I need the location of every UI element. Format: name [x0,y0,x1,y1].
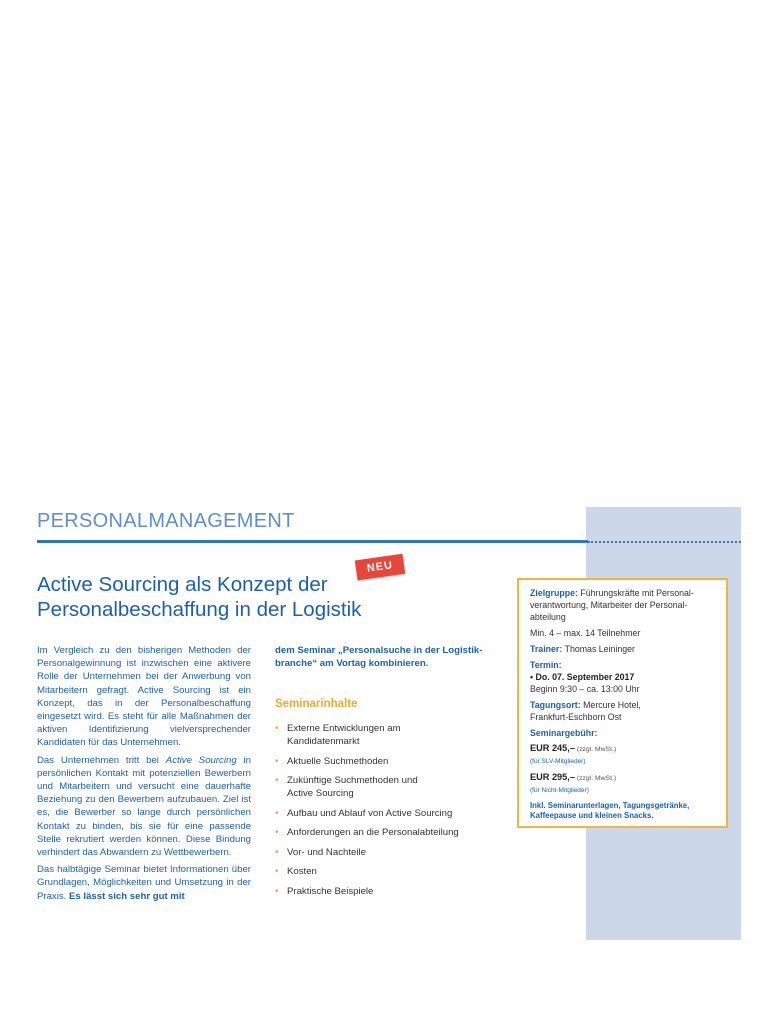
contents-item [275,774,497,800]
intro-text-span: in persönlichen Kontakt mit potenziellen Bewerbern und Mitarbeitern und versucht eine dauerhafte Beziehung zu den Bewerbern aufzubauen. Ziel ist es, die Bewerber so lange durch persönlichen Kontakt zu binden, bis sie für eine passende Stelle rekrutiert werden können. Diese Bindung verhindert das Abwandern zu Wettbewerbern. [37,754,251,859]
bullet-icon: • [275,866,279,878]
price-tax-note: (zzgl. MwSt.) [574,774,617,782]
contents-item-text: Praktische Beispiele [287,885,374,897]
bullet-icon: • [275,846,279,858]
price-tax-note: (zzgl. MwSt.) [574,746,617,754]
intro-paragraph [37,754,251,860]
target-group-text: abteilung [530,611,566,622]
combination-note-line: branche“ am Vortag kombinieren. [275,658,429,670]
bullet-icon: • [275,723,279,735]
contents-item-text: Externe Entwicklungen am [287,723,401,735]
price-members: EUR 245,– [530,743,575,754]
contents-item-text: Active Sourcing [287,788,354,800]
seminar-title [37,572,417,622]
intro-paragraph: Im Vergleich zu den bisherigen Methoden der Personalgewinnung ist inzwischen eine aktivere Rolle der Unternehmen bei der Anwerbung von Mitarbeitern gefragt. Active Sourcing ist ein Konzept, das in der Personalbeschaffung eingesetzt wird. Es steht für alle Maßnahmen der aktiven Identifizierung vielversprechender Kandidaten für das Unternehmen. [37,645,251,749]
target-group-text: Führungskräfte mit Personal- [577,588,694,598]
info-box [517,578,728,828]
contents-item [275,755,497,768]
combination-note [275,644,497,670]
seminar-title-line: Personalbeschaffung in der Logistik [37,598,362,621]
intro-text-span: Das Unternehmen tritt bei [37,754,166,766]
contents-item [275,807,497,820]
fee-label: Seminargebühr: [530,728,598,739]
venue-block [530,700,716,724]
contents-item-text: Aufbau und Ablauf von Active Sourcing [287,807,453,819]
intro-emphasis: Active Sourcing [165,754,237,766]
contents-item [275,865,497,878]
venue-label: Tagungsort: [530,700,581,711]
target-group-label: Zielgruppe: [530,588,578,598]
target-group [530,588,716,623]
venue-value: Frankfurt-Eschborn Ost [530,712,622,723]
intro-paragraph [37,863,251,903]
date-label: Termin: [530,660,562,671]
fee-block [530,728,716,796]
section-rule-dotted [588,541,741,543]
contents-item [275,885,497,898]
seminar-title-line: Active Sourcing als Konzept der [37,573,328,596]
target-group-text: verantwortung, Mitarbeiter der Personal- [530,599,688,610]
bullet-icon: • [275,775,279,787]
time-value: Beginn 9:30 – ca. 13:00 Uhr [530,684,640,695]
intro-text [37,644,251,907]
price-members-note: (für SLV-Mitglieder) [530,758,586,766]
contents-item [275,722,497,748]
contents-item-text: Kandidatenmarkt [287,736,360,748]
date-value: • Do. 07. September 2017 [530,672,635,683]
new-badge: NEU [355,554,405,580]
participants-limit: Min. 4 – max. 14 Teilnehmer [530,627,641,638]
middle-column [275,644,497,904]
intro-bold-span: Es lässt sich sehr gut mit [69,890,185,902]
trainer-name: Thomas Leininger [562,644,635,655]
bullet-icon: • [275,807,279,819]
contents-item-text: Zukünftige Suchmethoden und [287,775,418,787]
trainer-label: Trainer: [530,644,563,655]
bullet-icon: • [275,755,279,767]
contents-item-text: Vor- und Nachteile [287,846,366,858]
price-non-members-note: (für Nicht-Mitglieder) [530,786,589,794]
trainer [530,644,716,656]
contents-item [275,846,497,859]
inclusions-line: Kaffeepause und kleinen Snacks. [530,811,654,821]
section-title: PERSONALMANAGEMENT [37,510,295,532]
inclusions-line: Inkl. Seminarunterlagen, Tagungsgetränke, [530,800,690,810]
venue-value: Mercure Hotel, [580,700,641,711]
date-block [530,660,716,695]
inclusions-note [530,801,716,822]
intro-text-span: Das halbtägige Seminar bietet Informationen über Grundlagen, Möglichkeiten und Umsetzung in der Praxis. [37,864,251,902]
contents-item-text: Kosten [287,866,317,878]
contents-item-text: Anforderungen an die Personalabteilung [287,827,459,839]
bullet-icon: • [275,827,279,839]
price-non-members: EUR 295,– [530,771,575,782]
contents-item [275,826,497,839]
contents-list [275,722,497,898]
contents-item-text: Aktuelle Suchmethoden [287,755,389,767]
contents-heading: Seminarinhalte [275,698,358,711]
section-rule [37,540,588,543]
bullet-icon: • [275,885,279,897]
combination-note-line: dem Seminar „Personalsuche in der Logistik- [275,645,483,656]
